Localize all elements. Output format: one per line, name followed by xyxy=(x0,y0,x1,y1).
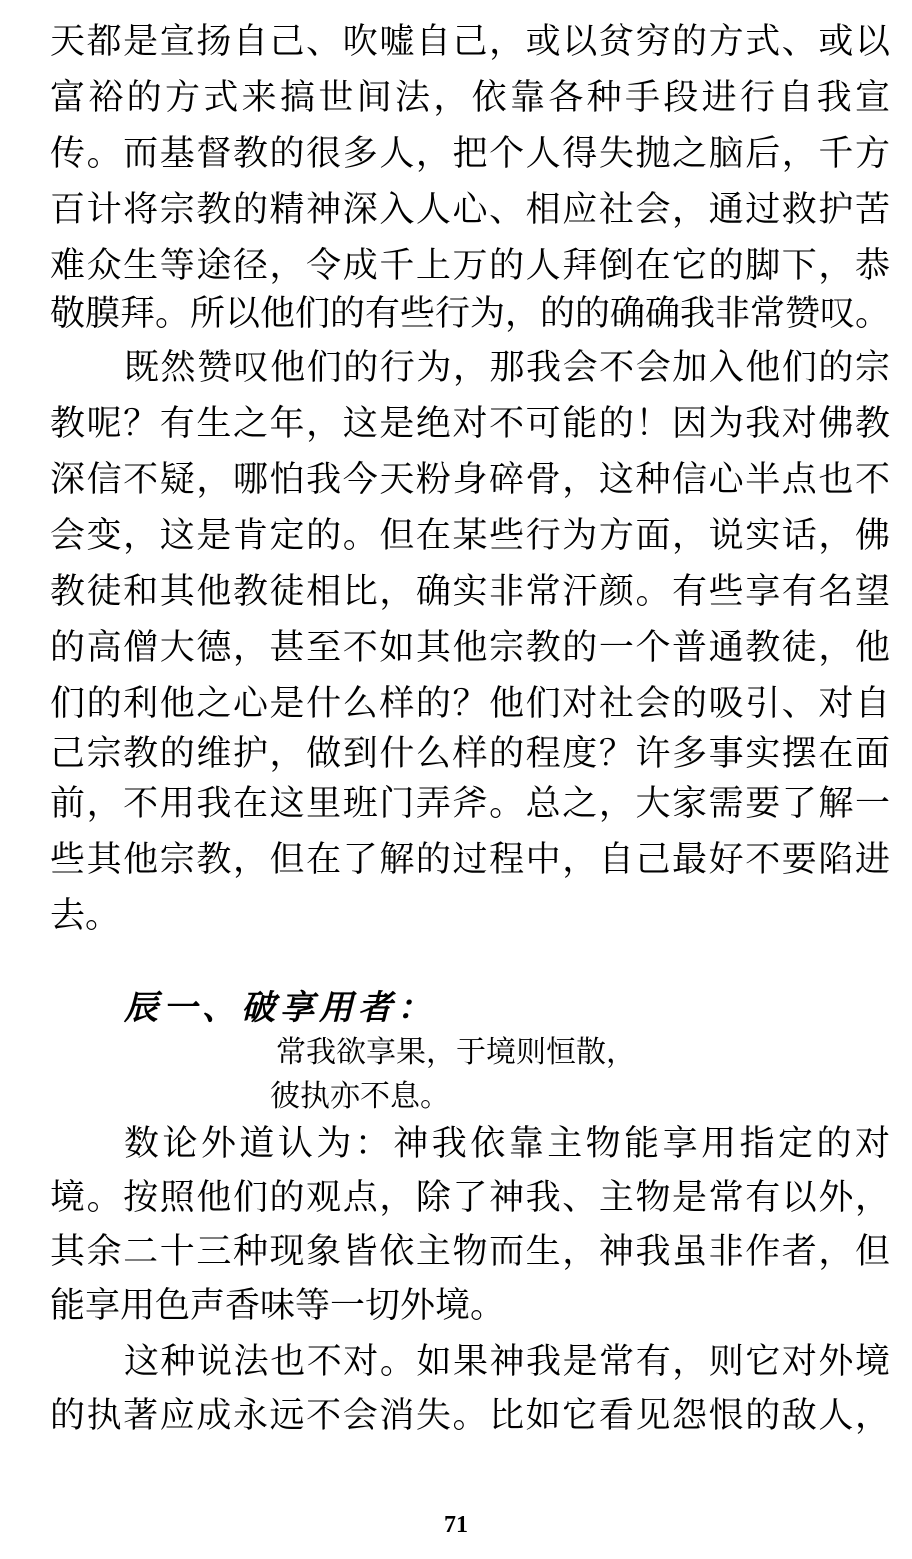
paragraph-3-line-4: 能享用色声香味等一切外境。 xyxy=(50,1286,506,1326)
verse-line-2: 彼执亦不息。 xyxy=(270,1079,450,1114)
paragraph-1-line-1: 天都是宣扬自己、吹嘘自己，或以贫穷的方式、或以 xyxy=(50,22,890,62)
paragraph-1-line-3: 传。而基督教的很多人，把个人得失抛之脑后，千方 xyxy=(50,134,890,174)
paragraph-2-line-9: 前，不用我在这里班门弄斧。总之，大家需要了解一 xyxy=(50,784,890,824)
paragraph-2-line-11: 去。 xyxy=(50,896,121,936)
paragraph-1-line-6: 敬膜拜。所以他们的有些行为，的的确确我非常赞叹。 xyxy=(50,294,891,334)
paragraph-1-line-4: 百计将宗教的精神深入人心、相应社会，通过救护苦 xyxy=(50,190,890,230)
paragraph-2-line-6: 的高僧大德，甚至不如其他宗教的一个普通教徒，他 xyxy=(50,628,890,668)
page-number: 71 xyxy=(444,1512,468,1538)
paragraph-2-line-3: 深信不疑，哪怕我今天粉身碎骨，这种信心半点也不 xyxy=(50,460,890,500)
paragraph-3-line-2: 境。按照他们的观点，除了神我、主物是常有以外， xyxy=(50,1178,890,1218)
paragraph-4-line-1: 这种说法也不对。如果神我是常有，则它对外境 xyxy=(124,1342,890,1382)
paragraph-2-line-7: 们的利他之心是什么样的？他们对社会的吸引、对自 xyxy=(50,684,890,724)
paragraph-2-line-5: 教徒和其他教徒相比，确实非常汗颜。有些享有名望 xyxy=(50,572,890,612)
paragraph-3-line-1: 数论外道认为：神我依靠主物能享用指定的对 xyxy=(124,1124,890,1164)
paragraph-3-line-3: 其余二十三种现象皆依主物而生，神我虽非作者，但 xyxy=(50,1232,890,1272)
paragraph-4-line-2: 的执著应成永远不会消失。比如它看见怨恨的敌人， xyxy=(50,1396,890,1436)
paragraph-2-line-2: 教呢？有生之年，这是绝对不可能的！因为我对佛教 xyxy=(50,404,890,444)
verse-line-1: 常我欲享果，于境则恒散， xyxy=(276,1035,636,1070)
paragraph-2-line-4: 会变，这是肯定的。但在某些行为方面，说实话，佛 xyxy=(50,516,890,556)
paragraph-1-line-2: 富裕的方式来搞世间法，依靠各种手段进行自我宣 xyxy=(50,78,890,118)
paragraph-1-line-5: 难众生等途径，令成千上万的人拜倒在它的脚下，恭 xyxy=(50,246,890,286)
paragraph-2-line-8: 己宗教的维护，做到什么样的程度？许多事实摆在面 xyxy=(50,734,890,774)
section-heading: 辰一、破享用者： xyxy=(124,988,436,1028)
paragraph-2-line-1: 既然赞叹他们的行为，那我会不会加入他们的宗 xyxy=(124,348,890,388)
paragraph-2-line-10: 些其他宗教，但在了解的过程中，自己最好不要陷进 xyxy=(50,840,890,880)
